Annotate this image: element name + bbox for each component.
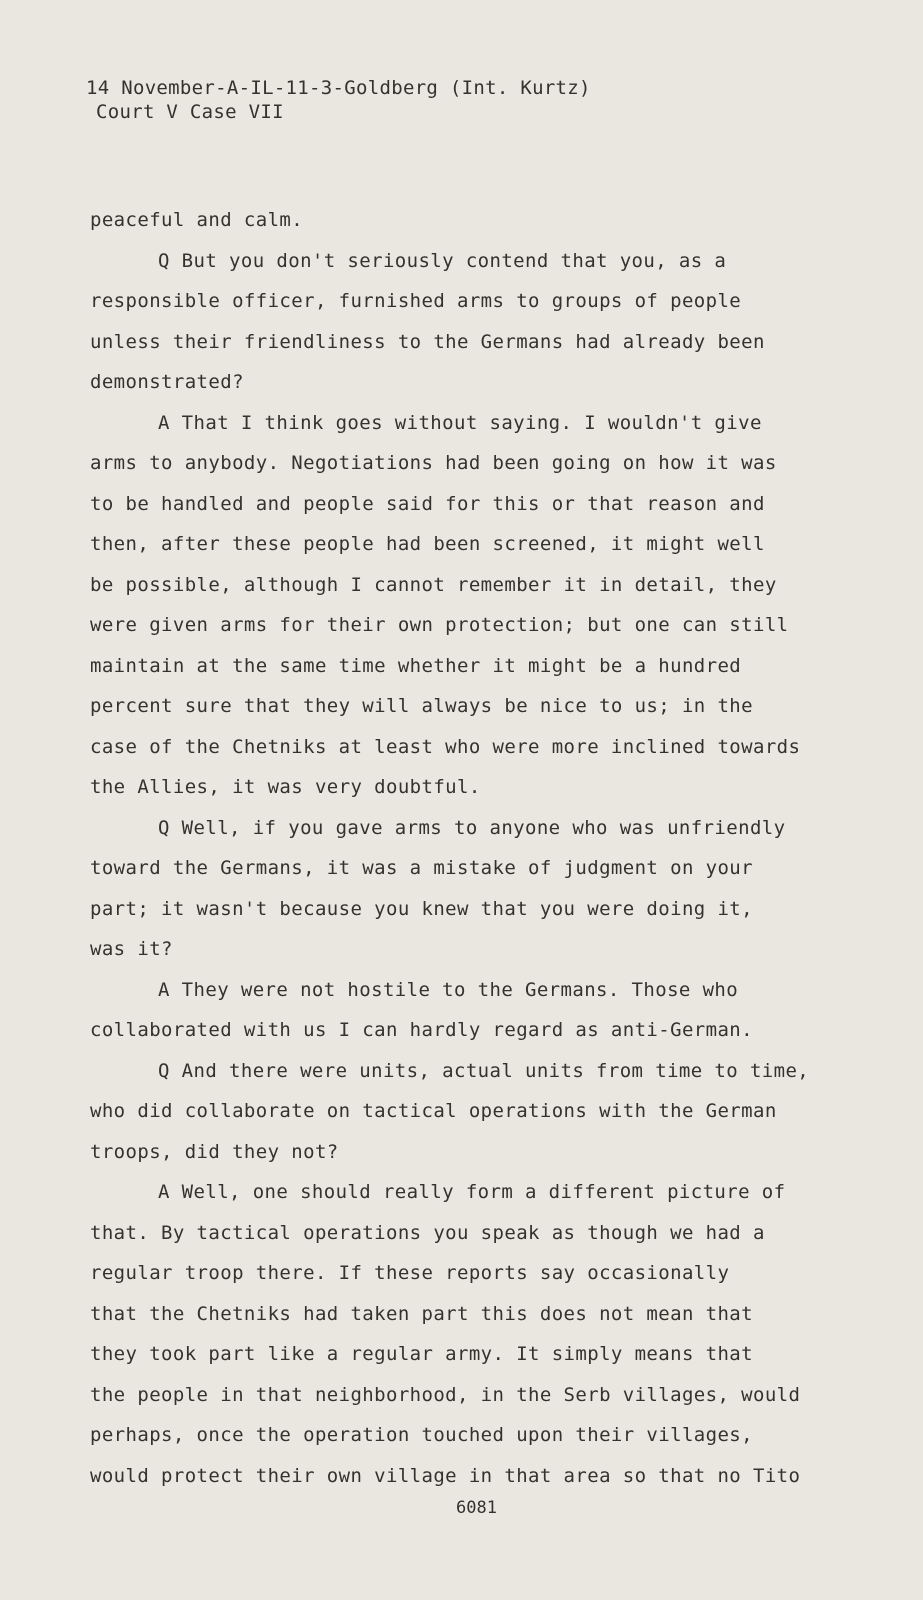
- question-line: Q And there were units, actual units from time to time,: [158, 1059, 810, 1082]
- header-line-1: 14 November-A-IL-11-3-Goldberg (Int. Kurtz): [86, 77, 591, 99]
- answer-line: A Well, one should really form a different picture of: [158, 1181, 786, 1203]
- page-number: 6081: [456, 1498, 497, 1518]
- question-line: Q Well, if you gave arms to anyone who was unfriendly: [158, 816, 786, 839]
- text-line: was it?: [90, 938, 173, 960]
- text-line: part; it wasn't because you knew that you were doing it,: [90, 897, 753, 920]
- text-line: percent sure that they will always be nice to us; in the: [90, 695, 753, 717]
- text-line: perhaps, once the operation touched upon their villages,: [90, 1424, 753, 1446]
- text-line: the Allies, it was very doubtful.: [90, 776, 481, 798]
- text-line: unless their friendliness to the Germans had already been: [90, 330, 765, 353]
- document-header: [86, 76, 591, 124]
- text-line: who did collaborate on tactical operations with the German: [90, 1100, 777, 1122]
- text-line: troops, did they not?: [90, 1140, 339, 1163]
- answer-line: A They were not hostile to the Germans. Those who: [158, 978, 739, 1001]
- text-line: peaceful and calm.: [90, 209, 304, 231]
- answer-line: A That I think goes without saying. I wouldn't give: [158, 411, 762, 434]
- text-line: maintain at the same time whether it might be a hundred: [90, 654, 742, 677]
- transcript-body: [90, 200, 860, 1496]
- text-line: case of the Chetniks at least who were more inclined towards: [90, 735, 801, 758]
- text-line: were given arms for their own protection; but one can still: [90, 614, 789, 636]
- text-line: the people in that neighborhood, in the Serb villages, would: [90, 1383, 801, 1406]
- text-line: then, after these people had been screened, it might well: [90, 533, 765, 555]
- text-line: that. By tactical operations you speak as though we had a: [90, 1221, 765, 1244]
- text-line: toward the Germans, it was a mistake of judgment on your: [90, 857, 753, 879]
- text-line: be possible, although I cannot remember it in detail, they: [90, 573, 777, 596]
- text-line: they took part like a regular army. It simply means that: [90, 1343, 753, 1365]
- text-line: collaborated with us I can hardly regard as anti-German.: [90, 1019, 753, 1041]
- text-line: to be handled and people said for this or that reason and: [90, 492, 765, 515]
- question-line: Q But you don't seriously contend that you, as a: [158, 249, 727, 272]
- text-line: responsible officer, furnished arms to groups of people: [90, 290, 742, 312]
- header-line-2: Court V Case VII: [96, 101, 284, 123]
- text-line: that the Chetniks had taken part this does not mean that: [90, 1302, 753, 1325]
- text-line: arms to anybody. Negotiations had been going on how it was: [90, 452, 777, 474]
- text-line: regular troop there. If these reports say occasionally: [90, 1262, 730, 1284]
- text-line: would protect their own village in that area so that no Tito: [90, 1464, 801, 1487]
- text-line: demonstrated?: [90, 371, 244, 393]
